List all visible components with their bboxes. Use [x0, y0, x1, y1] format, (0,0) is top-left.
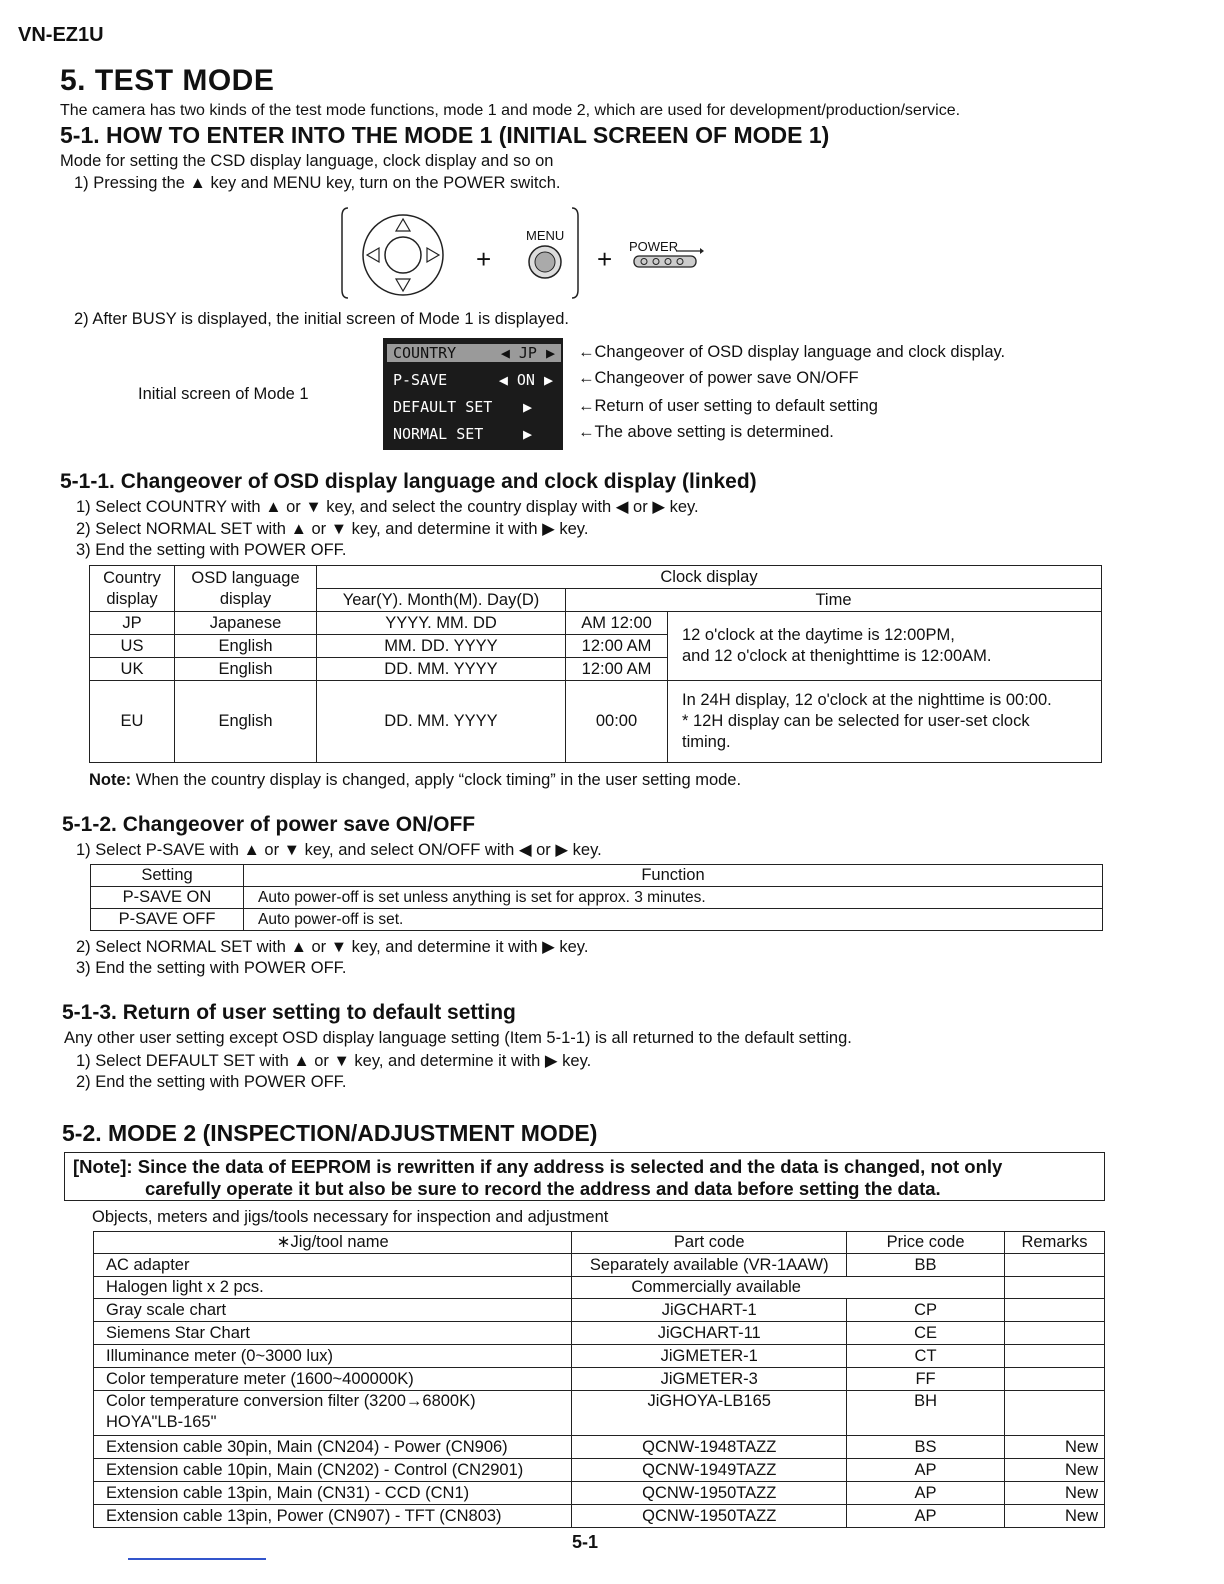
- cell-time: 12:00 AM: [566, 658, 668, 681]
- name-line: Color temperature conversion filter (3200→6800K): [106, 1392, 476, 1410]
- cell-part: JiGMETER-1: [572, 1345, 847, 1368]
- subsection-5-2-title: 5-2. MODE 2 (INSPECTION/ADJUSTMENT MODE): [62, 1120, 598, 1146]
- plus-sign: +: [476, 244, 492, 274]
- cell-name: Extension cable 13pin, Main (CN31) - CCD (CN1): [94, 1482, 572, 1505]
- table-row: [94, 1277, 1105, 1299]
- cell-language: English: [175, 658, 317, 681]
- cell-part: QCNW-1950TAZZ: [572, 1482, 847, 1505]
- cell-ymd: YYYY. MM. DD: [317, 612, 566, 635]
- note-text: When the country display is changed, apply “clock timing” in the user setting mode.: [131, 771, 742, 789]
- cell-name: Extension cable 10pin, Main (CN202) - Control (CN2901): [94, 1459, 572, 1482]
- cell-remarks: [1004, 1299, 1104, 1322]
- initial-screen-label: Initial screen of Mode 1: [138, 385, 309, 403]
- mode1-description: Mode for setting the CSD display language, clock display and so on: [60, 152, 554, 170]
- cell-time: AM 12:00: [566, 612, 668, 635]
- osd-row-default-set: [393, 398, 553, 416]
- cell-function: Auto power-off is set unless anything is set for approx. 3 minutes.: [244, 887, 1103, 909]
- s513-step: 2) End the setting with POWER OFF.: [76, 1073, 347, 1091]
- header-function: Function: [244, 865, 1103, 887]
- psave-table: [90, 864, 1103, 931]
- cell-name: Illuminance meter (0~3000 lux): [94, 1345, 572, 1368]
- cell-part: Separately available (VR-1AAW): [572, 1254, 847, 1277]
- header-setting: Setting: [91, 865, 244, 887]
- country-clock-table: [89, 565, 1102, 763]
- cell-name: [94, 1391, 572, 1436]
- cell-time: 12:00 AM: [566, 635, 668, 658]
- dpad-icon: [360, 212, 446, 298]
- cell-remarks: [1004, 1322, 1104, 1345]
- cell-function: Auto power-off is set.: [244, 909, 1103, 931]
- cell-part: JiGHOYA-LB165: [572, 1391, 847, 1436]
- cell-name: Gray scale chart: [94, 1299, 572, 1322]
- s511-step: 3) End the setting with POWER OFF.: [76, 541, 347, 559]
- cell-price: CE: [847, 1322, 1005, 1345]
- table-row: [94, 1254, 1105, 1277]
- cell-part: JiGMETER-3: [572, 1368, 847, 1391]
- header-country: Country display: [90, 566, 175, 612]
- osd-value: ▶: [523, 398, 533, 416]
- s513-description: Any other user setting except OSD display language setting (Item 5-1-1) is all returned to the default setting.: [64, 1029, 852, 1047]
- cell-price: CT: [847, 1345, 1005, 1368]
- s512-step: 2) Select NORMAL SET with ▲ or ▼ key, and determine it with ▶ key.: [76, 938, 589, 956]
- cell-name: Extension cable 30pin, Main (CN204) - Power (CN906): [94, 1436, 572, 1459]
- header-clock-display: Clock display: [317, 566, 1102, 589]
- header-part-code: Part code: [572, 1232, 847, 1254]
- subsection-5-1-title: 5-1. HOW TO ENTER INTO THE MODE 1 (INITIAL SCREEN OF MODE 1): [60, 122, 830, 148]
- cell-country: JP: [90, 612, 175, 635]
- table-row: [91, 909, 1103, 931]
- osd-annotation: ←Changeover of OSD display language and clock display.: [578, 343, 1006, 361]
- cell-price: AP: [847, 1459, 1005, 1482]
- s512-step: 1) Select P-SAVE with ▲ or ▼ key, and select ON/OFF with ◀ or ▶ key.: [76, 841, 602, 859]
- note-label: Note:: [89, 771, 132, 789]
- osd-label: NORMAL SET: [393, 425, 484, 443]
- note-line: [Note]: Since the data of EEPROM is rewritten if any address is selected and the data is changed, not only: [73, 1156, 1003, 1177]
- s511-step: 1) Select COUNTRY with ▲ or ▼ key, and select the country display with ◀ or ▶ key.: [76, 498, 699, 516]
- cell-price: BB: [847, 1254, 1005, 1277]
- cell-price: BH: [847, 1391, 1005, 1436]
- note-line: In 24H display, 12 o'clock at the nighttime is 00:00.: [682, 691, 1052, 709]
- cell-part: Commercially available: [572, 1277, 1005, 1299]
- cell-setting: P-SAVE OFF: [91, 909, 244, 931]
- cell-price: BS: [847, 1436, 1005, 1459]
- header-price-code: Price code: [847, 1232, 1005, 1254]
- osd-row-normal-set: [393, 425, 553, 443]
- power-switch-icon: [630, 248, 704, 275]
- osd-annotation: ←The above setting is determined.: [578, 423, 834, 441]
- osd-value: ◀ ON ▶: [498, 371, 553, 389]
- subsection-5-1-3-title: 5-1-3. Return of user setting to default setting: [62, 1001, 516, 1024]
- table-row: [94, 1345, 1105, 1368]
- cell-country: EU: [90, 681, 175, 763]
- note-line: * 12H display can be selected for user-set clock timing.: [682, 712, 1030, 751]
- eeprom-note-box: [64, 1152, 1105, 1201]
- cell-remarks: [1004, 1391, 1104, 1436]
- section-intro: The camera has two kinds of the test mode functions, mode 1 and mode 2, which are used for development/production/service.: [60, 102, 961, 119]
- cell-12h-note: [668, 612, 1102, 681]
- header-jig-name: ∗Jig/tool name: [94, 1232, 572, 1254]
- osd-row-country: [387, 344, 561, 362]
- cell-remarks: [1004, 1345, 1104, 1368]
- table-row: [90, 681, 1102, 763]
- cell-part: JiGCHART-11: [572, 1322, 847, 1345]
- osd-initial-screen: [383, 338, 563, 450]
- subsection-5-1-1-title: 5-1-1. Changeover of OSD display language and clock display (linked): [60, 470, 757, 493]
- cell-remarks: [1004, 1277, 1104, 1299]
- s512-step: 3) End the setting with POWER OFF.: [76, 959, 347, 977]
- power-switch-label: POWER: [629, 239, 679, 254]
- cell-country: US: [90, 635, 175, 658]
- osd-annotation: ←Changeover of power save ON/OFF: [578, 369, 859, 387]
- header-remarks: Remarks: [1004, 1232, 1104, 1254]
- table-row: [94, 1505, 1105, 1528]
- objects-label: Objects, meters and jigs/tools necessary for inspection and adjustment: [92, 1208, 609, 1226]
- cell-name: Color temperature meter (1600~400000K): [94, 1368, 572, 1391]
- table-row: [94, 1299, 1105, 1322]
- cell-name: AC adapter: [94, 1254, 572, 1277]
- cell-part: QCNW-1950TAZZ: [572, 1505, 847, 1528]
- cell-name: Halogen light x 2 pcs.: [94, 1277, 572, 1299]
- s513-step: 1) Select DEFAULT SET with ▲ or ▼ key, and determine it with ▶ key.: [76, 1052, 592, 1070]
- cell-ymd: DD. MM. YYYY: [317, 658, 566, 681]
- cell-time: 00:00: [566, 681, 668, 763]
- cell-part: QCNW-1948TAZZ: [572, 1436, 847, 1459]
- header-ymd: Year(Y). Month(M). Day(D): [317, 589, 566, 612]
- page-number: 5-1: [572, 1532, 599, 1552]
- subsection-5-1-2-title: 5-1-2. Changeover of power save ON/OFF: [62, 813, 476, 836]
- cell-part: QCNW-1949TAZZ: [572, 1459, 847, 1482]
- osd-label: P-SAVE: [393, 371, 448, 389]
- mode1-step-1: 1) Pressing the ▲ key and MENU key, turn on the POWER switch.: [74, 174, 561, 192]
- mode1-step-2: 2) After BUSY is displayed, the initial screen of Mode 1 is displayed.: [74, 310, 569, 328]
- cell-24h-note: [668, 681, 1102, 763]
- cell-country: UK: [90, 658, 175, 681]
- osd-row-psave: [393, 371, 553, 389]
- cell-name: Siemens Star Chart: [94, 1322, 572, 1345]
- menu-button-icon: [527, 244, 563, 285]
- table-row: [94, 1322, 1105, 1345]
- cell-name: Extension cable 13pin, Power (CN907) - TFT (CN803): [94, 1505, 572, 1528]
- table-row: [91, 887, 1103, 909]
- model-number: VN-EZ1U: [18, 24, 104, 46]
- cell-ymd: MM. DD. YYYY: [317, 635, 566, 658]
- table-row: [90, 612, 1102, 635]
- note-line: carefully operate it but also be sure to record the address and data before setting the data.: [145, 1178, 941, 1199]
- osd-label: COUNTRY: [393, 344, 457, 362]
- s511-step: 2) Select NORMAL SET with ▲ or ▼ key, and determine it with ▶ key.: [76, 520, 589, 538]
- note-line: and 12 o'clock at thenighttime is 12:00AM.: [682, 647, 992, 665]
- table-row: [94, 1436, 1105, 1459]
- cell-remarks: New: [1004, 1505, 1104, 1528]
- cell-price: CP: [847, 1299, 1005, 1322]
- table-row: [94, 1459, 1105, 1482]
- cell-remarks: New: [1004, 1436, 1104, 1459]
- name-line: HOYA"LB-165": [106, 1413, 217, 1431]
- table-row: [94, 1368, 1105, 1391]
- cell-part: JiGCHART-1: [572, 1299, 847, 1322]
- cell-price: AP: [847, 1505, 1005, 1528]
- header-time: Time: [566, 589, 1102, 612]
- cell-remarks: [1004, 1254, 1104, 1277]
- cell-language: English: [175, 635, 317, 658]
- note-line: 12 o'clock at the daytime is 12:00PM,: [682, 626, 955, 644]
- jig-tool-table: [93, 1231, 1105, 1528]
- menu-key-label: MENU: [526, 228, 565, 243]
- osd-value: ◀ JP ▶: [500, 344, 555, 362]
- cell-setting: P-SAVE ON: [91, 887, 244, 909]
- plus-sign-2: +: [597, 244, 613, 274]
- footer-link-underline: [128, 1558, 266, 1560]
- cell-language: Japanese: [175, 612, 317, 635]
- country-note: [89, 771, 741, 790]
- cell-ymd: DD. MM. YYYY: [317, 681, 566, 763]
- osd-label: DEFAULT SET: [393, 398, 493, 416]
- cell-price: AP: [847, 1482, 1005, 1505]
- osd-annotation: ←Return of user setting to default setting: [578, 397, 878, 415]
- cell-language: English: [175, 681, 317, 763]
- table-row: [94, 1391, 1105, 1436]
- header-osd-language: OSD language display: [175, 566, 317, 612]
- cell-remarks: [1004, 1368, 1104, 1391]
- cell-remarks: New: [1004, 1459, 1104, 1482]
- osd-value: ▶: [523, 425, 533, 443]
- table-row: [94, 1482, 1105, 1505]
- cell-remarks: New: [1004, 1482, 1104, 1505]
- section-title: 5. TEST MODE: [60, 64, 275, 97]
- cell-price: FF: [847, 1368, 1005, 1391]
